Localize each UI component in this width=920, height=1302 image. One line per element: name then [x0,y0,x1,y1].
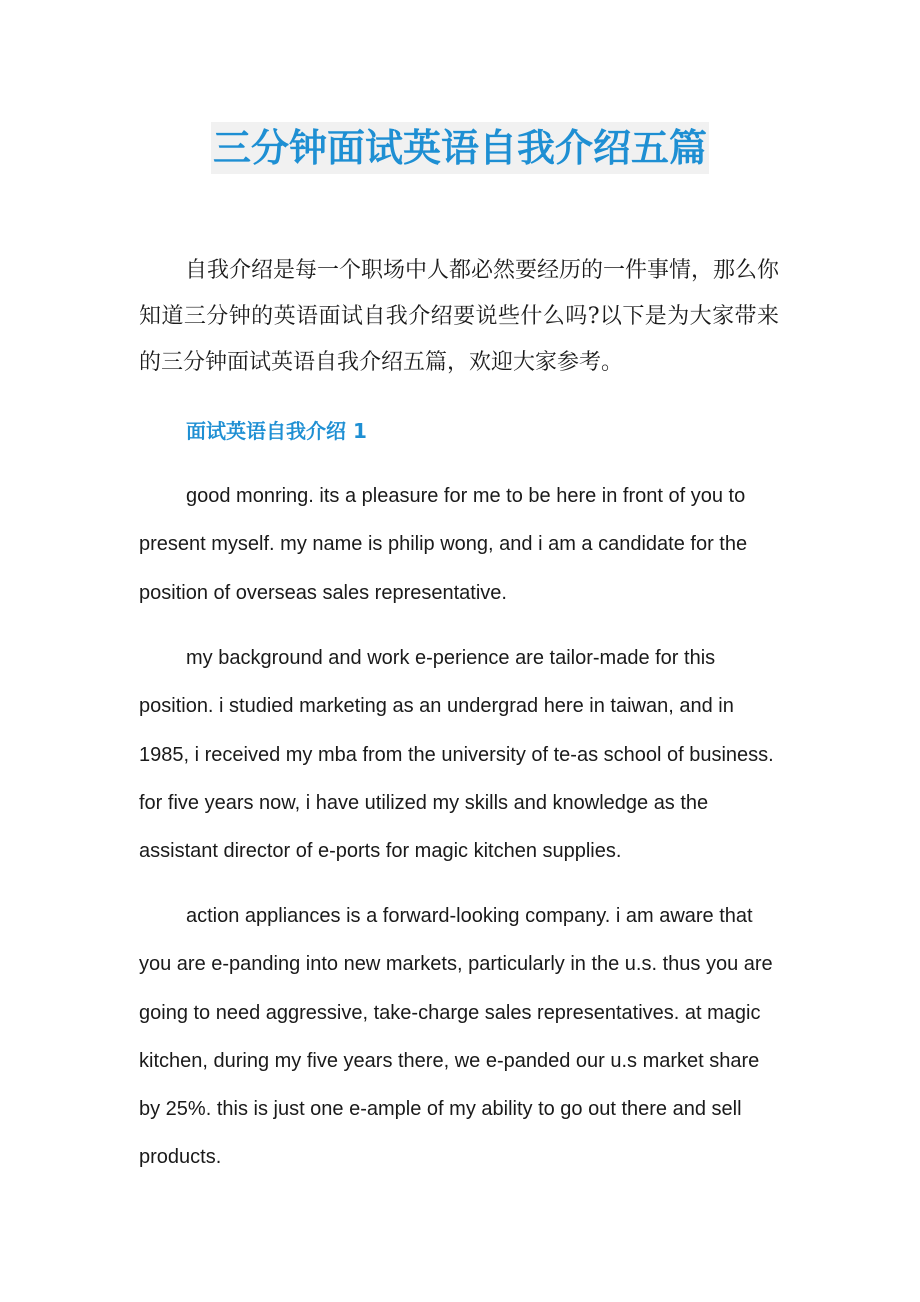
paragraph-1: good monring. its a pleasure for me to be here in front of you to present myself. my name is philip wong, and i am a candidate for the position of overseas sales representative. [139,485,748,604]
document-title: 三分钟面试英语自我介绍五篇 [211,122,709,174]
paragraph-2: my background and work e-perience are tailor-made for this position. i studied marketing as an undergrad here in taiwan, and in 1985, i received my mba from the university of te-as school of business. for five years now, i have utilized my skills and knowledge as the assistant director of e-ports for magic kitchen supplies. [139,647,774,863]
title-container [0,122,920,174]
section-heading: 面试英语自我介绍 1 [186,419,367,443]
intro-paragraph: 自我介绍是每一个职场中人都必然要经历的一件事情，那么你知道三分钟的英语面试自我介绍要说些什么吗?以下是为大家带来的三分钟面试英语自我介绍五篇，欢迎大家参考。 [139,258,780,375]
paragraph-3: action appliances is a forward-looking company. i am aware that you are e-panding into new markets, particularly in the u.s. thus you are going to need aggressive, take-charge sales representatives. at magic kitchen, during my five years there, we e-panded our u.s market share by 25%. this is just one e-ample of my ability to go out there and sell products. [139,905,773,1169]
